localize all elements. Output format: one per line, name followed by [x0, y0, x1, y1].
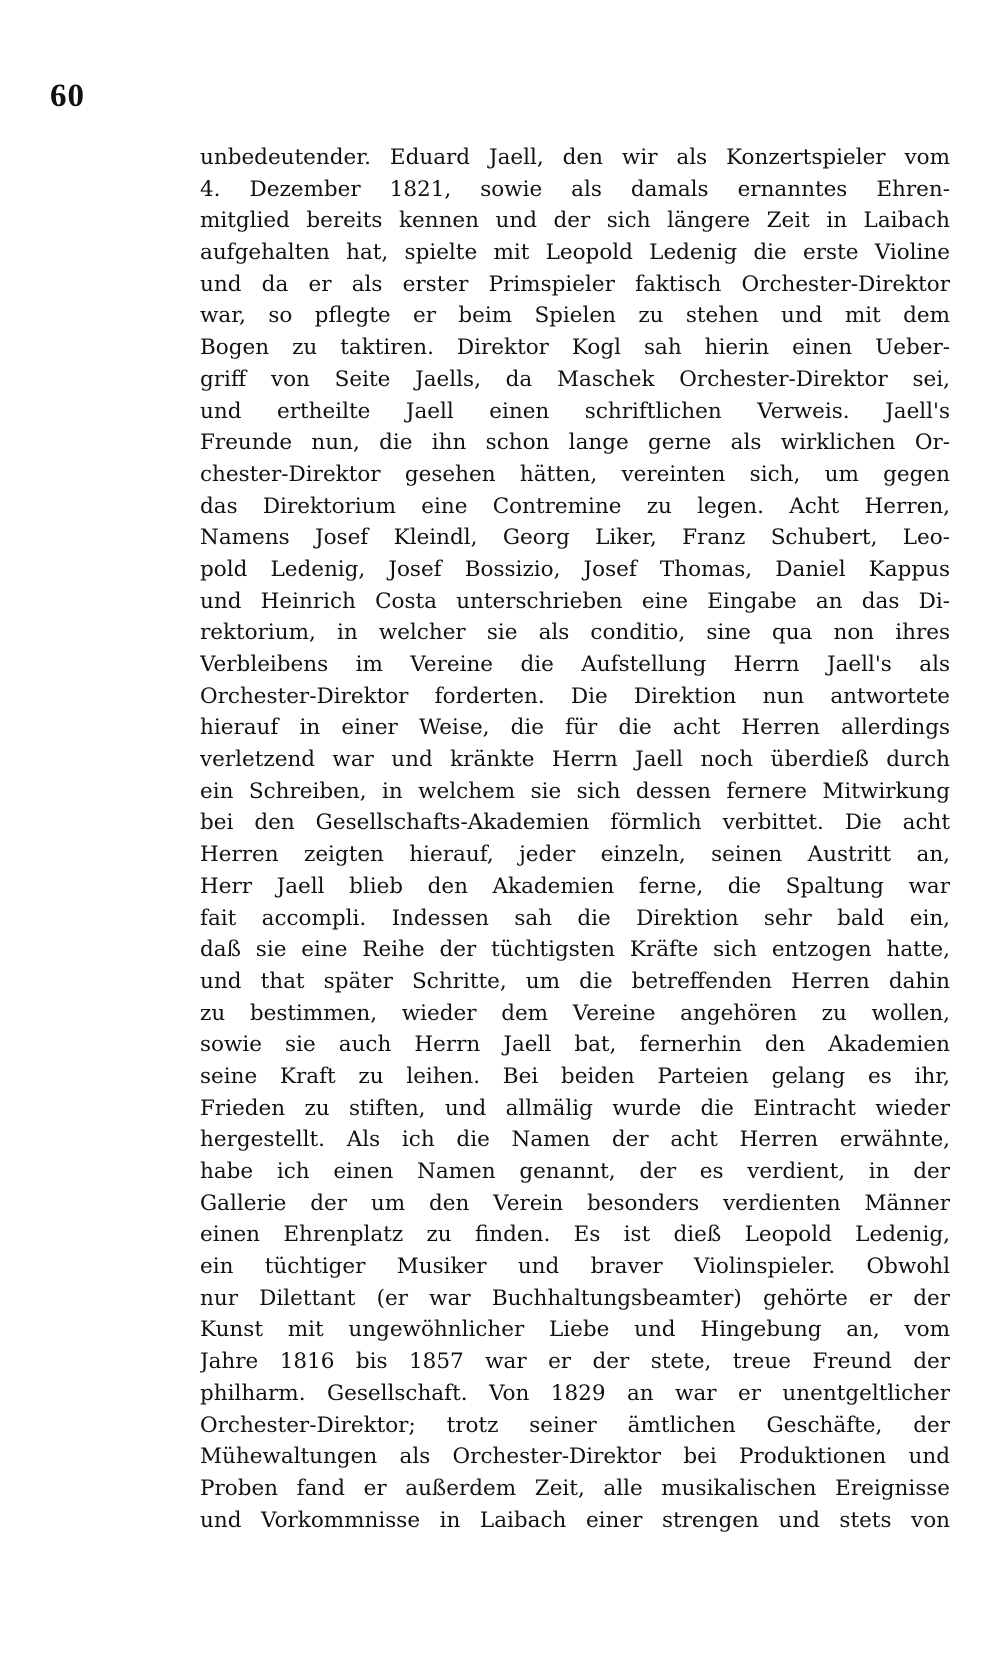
- text-line: bei den Gesellschafts-Akademien förmlich verbittet. Die acht: [200, 810, 950, 836]
- text-line: Orchester-Direktor forderten. Die Direktion nun antwortete: [200, 683, 950, 709]
- text-line: Freunde nun, die ihn schon lange gerne als wirklichen Or-: [200, 430, 950, 456]
- text-line: zu bestimmen, wieder dem Vereine angehören zu wollen,: [200, 1000, 950, 1026]
- text-line: und ertheilte Jaell einen schriftlichen Verweis. Jaell's: [200, 398, 950, 424]
- text-line: Bogen zu taktiren. Direktor Kogl sah hierin einen Ueber-: [200, 335, 950, 361]
- text-line: Kunst mit ungewöhnlicher Liebe und Hingebung an, vom: [200, 1317, 950, 1343]
- text-line: und Vorkommnisse in Laibach einer strengen und stets von: [200, 1507, 950, 1533]
- text-line: Mühewaltungen als Orchester-Direktor bei Produktionen und: [200, 1444, 950, 1470]
- text-line: nur Dilettant (er war Buchhaltungsbeamter) gehörte er der: [200, 1285, 950, 1311]
- text-line: Orchester-Direktor; trotz seiner ämtlichen Geschäfte, der: [200, 1412, 950, 1438]
- text-line: war, so pflegte er beim Spielen zu stehen und mit dem: [200, 303, 950, 329]
- text-line: und Heinrich Costa unterschrieben eine Eingabe an das Di-: [200, 588, 950, 614]
- text-line: Proben fand er außerdem Zeit, alle musikalischen Ereignisse: [200, 1475, 950, 1501]
- text-line: Jahre 1816 bis 1857 war er der stete, treue Freund der: [200, 1349, 950, 1375]
- text-line: griff von Seite Jaells, da Maschek Orchester-Direktor sei,: [200, 366, 950, 392]
- text-line: ein Schreiben, in welchem sie sich dessen fernere Mitwirkung: [200, 778, 950, 804]
- text-line: ein tüchtiger Musiker und braver Violinspieler. Obwohl: [200, 1254, 950, 1280]
- text-line: 4. Dezember 1821, sowie als damals ernanntes Ehren-: [200, 176, 950, 202]
- text-line: das Direktorium eine Contremine zu legen. Acht Herren,: [200, 493, 950, 519]
- text-line: philharm. Gesellschaft. Von 1829 an war er unentgeltlicher: [200, 1380, 950, 1406]
- text-line: pold Ledenig, Josef Bossizio, Josef Thomas, Daniel Kappus: [200, 556, 950, 582]
- text-line: aufgehalten hat, spielte mit Leopold Ledenig die erste Violine: [200, 240, 950, 266]
- text-line: sowie sie auch Herrn Jaell bat, fernerhin den Akademien: [200, 1032, 950, 1058]
- text-line: Verbleibens im Vereine die Aufstellung Herrn Jaell's als: [200, 652, 950, 677]
- text-line: und that später Schritte, um die betreffenden Herren dahin: [200, 968, 950, 994]
- text-line: Frieden zu stiften, und allmälig wurde die Eintracht wieder: [200, 1095, 950, 1121]
- text-line: Herr Jaell blieb den Akademien ferne, die Spaltung war: [200, 873, 950, 899]
- text-line: Herren zeigten hierauf, jeder einzeln, seinen Austritt an,: [200, 842, 950, 868]
- text-line: Gallerie der um den Verein besonders verdienten Männer: [200, 1190, 950, 1216]
- text-line: daß sie eine Reihe der tüchtigsten Kräfte sich entzogen hatte,: [200, 937, 950, 963]
- text-line: Namens Josef Kleindl, Georg Liker, Franz Schubert, Leo-: [200, 525, 950, 551]
- text-line: seine Kraft zu leihen. Bei beiden Parteien gelang es ihr,: [200, 1063, 950, 1089]
- text-line: rektorium, in welcher sie als conditio, sine qua non ihres: [200, 620, 950, 646]
- text-line: einen Ehrenplatz zu finden. Es ist dieß Leopold Ledenig,: [200, 1222, 950, 1248]
- text-line: habe ich einen Namen genannt, der es verdient, in der: [200, 1159, 950, 1184]
- text-line: und da er als erster Primspieler faktisch Orchester-Direktor: [200, 271, 950, 297]
- text-line: mitglied bereits kennen und der sich längere Zeit in Laibach: [200, 208, 950, 234]
- text-line: verletzend war und kränkte Herrn Jaell noch überdieß durch: [200, 747, 950, 773]
- text-line: hierauf in einer Weise, die für die acht Herren allerdings: [200, 715, 950, 741]
- text-line: fait accompli. Indessen sah die Direktion sehr bald ein,: [200, 905, 950, 931]
- text-line: chester-Direktor gesehen hätten, vereinten sich, um gegen: [200, 461, 950, 487]
- text-line: unbedeutender. Eduard Jaell, den wir als Konzertspieler vom: [200, 145, 950, 170]
- body-text: [200, 142, 950, 1536]
- page-number: 60: [50, 78, 85, 114]
- text-line: hergestellt. Als ich die Namen der acht Herren erwähnte,: [200, 1127, 950, 1153]
